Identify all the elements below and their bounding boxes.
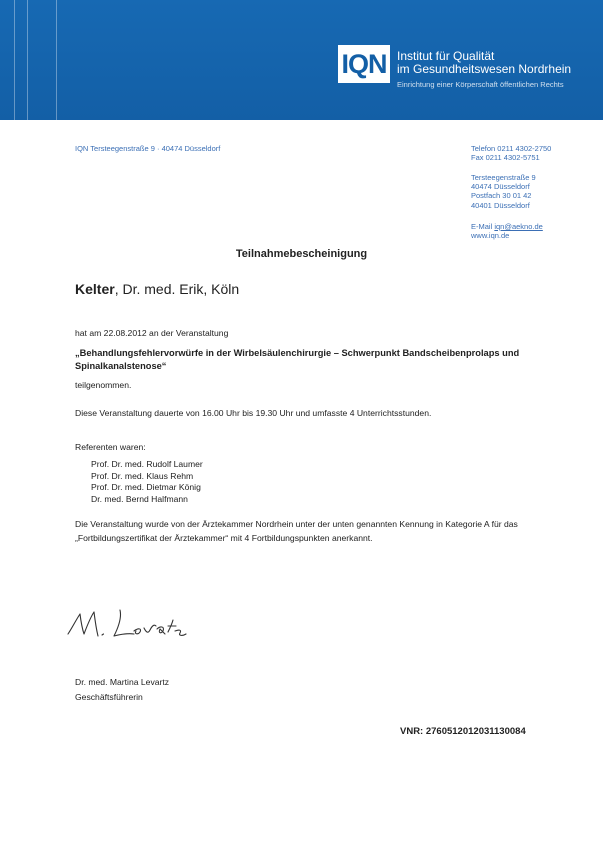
contact-fax: Fax 0211 4302-5751 bbox=[471, 153, 540, 163]
speaker-item: Prof. Dr. med. Klaus Rehm bbox=[91, 470, 194, 481]
contact-city: 40474 Düsseldorf bbox=[471, 182, 530, 192]
signature-graphic bbox=[62, 598, 202, 648]
header-divider-line bbox=[56, 0, 57, 120]
header-banner bbox=[0, 0, 603, 120]
recipient-details: , Dr. med. Erik, Köln bbox=[114, 281, 240, 297]
contact-street: Tersteegenstraße 9 bbox=[471, 173, 536, 182]
sender-address: IQN Tersteegenstraße 9 · 40474 Düsseldorf bbox=[75, 144, 221, 153]
participated-text: teilgenommen. bbox=[75, 380, 132, 390]
attendance-date-text: hat am 22.08.2012 an der Veranstaltung bbox=[75, 328, 229, 338]
speakers-label: Referenten waren: bbox=[75, 442, 146, 452]
institute-name-line2: im Gesundheitswesen Nordrhein bbox=[397, 62, 572, 76]
contact-postbox: Postfach 30 01 42 bbox=[471, 191, 532, 201]
signer-role: Geschäftsführerin bbox=[75, 692, 143, 702]
header-divider-line bbox=[14, 0, 15, 120]
institute-subtitle: Einrichtung einer Körperschaft öffentlichen Rechts bbox=[397, 80, 564, 89]
contact-email-line bbox=[471, 222, 543, 231]
signer-block bbox=[75, 675, 169, 705]
speaker-item: Prof. Dr. med. Dietmar König bbox=[91, 482, 201, 492]
recipient-name bbox=[75, 281, 239, 297]
contact-email-label: E-Mail bbox=[471, 222, 495, 231]
contact-phone-fax bbox=[471, 144, 551, 162]
recognition-text: Die Veranstaltung wurde von der Ärztekammer Nordrhein unter der unten genannten Kennung in Kategorie A für das „Fortbildungszertifikat der Ärztekammer“ mit 4 Fortbildungspunkten anerkannt. bbox=[75, 519, 518, 543]
speaker-item: Prof. Dr. med. Rudolf Laumer bbox=[91, 459, 203, 469]
recipient-surname: Kelter bbox=[75, 281, 115, 297]
duration-text: Diese Veranstaltung dauerte von 16.00 Uhr bis 19.30 Uhr und umfasste 4 Unterrichtsstunden. bbox=[75, 408, 432, 418]
event-title: „Behandlungsfehlervorwürfe in der Wirbelsäulenchirurgie – Schwerpunkt Bandscheibenprolaps und Spinalkanalstenose“ bbox=[75, 348, 520, 371]
institute-name-line1: Institut für Qualität bbox=[397, 49, 495, 63]
contact-postbox-city: 40401 Düsseldorf bbox=[471, 200, 530, 210]
speaker-item: Dr. med. Bernd Halfmann bbox=[91, 493, 188, 504]
iqn-logo: IQN bbox=[338, 45, 390, 83]
handwritten-signature bbox=[62, 598, 202, 653]
contact-online bbox=[471, 222, 543, 240]
document-title: Teilnahmebescheinigung bbox=[235, 248, 368, 260]
contact-web-link[interactable]: www.iqn.de bbox=[471, 231, 510, 241]
contact-phone: Telefon 0211 4302-2750 bbox=[471, 144, 552, 153]
contact-address bbox=[471, 173, 536, 210]
signer-name: Dr. med. Martina Levartz bbox=[75, 677, 170, 687]
header-divider-line bbox=[27, 0, 28, 120]
speakers-list bbox=[91, 459, 203, 505]
vnr-number: VNR: 2760512012031130084 bbox=[400, 726, 526, 737]
contact-email-link[interactable]: iqn@aekno.de bbox=[494, 222, 543, 231]
institute-name bbox=[397, 50, 571, 76]
